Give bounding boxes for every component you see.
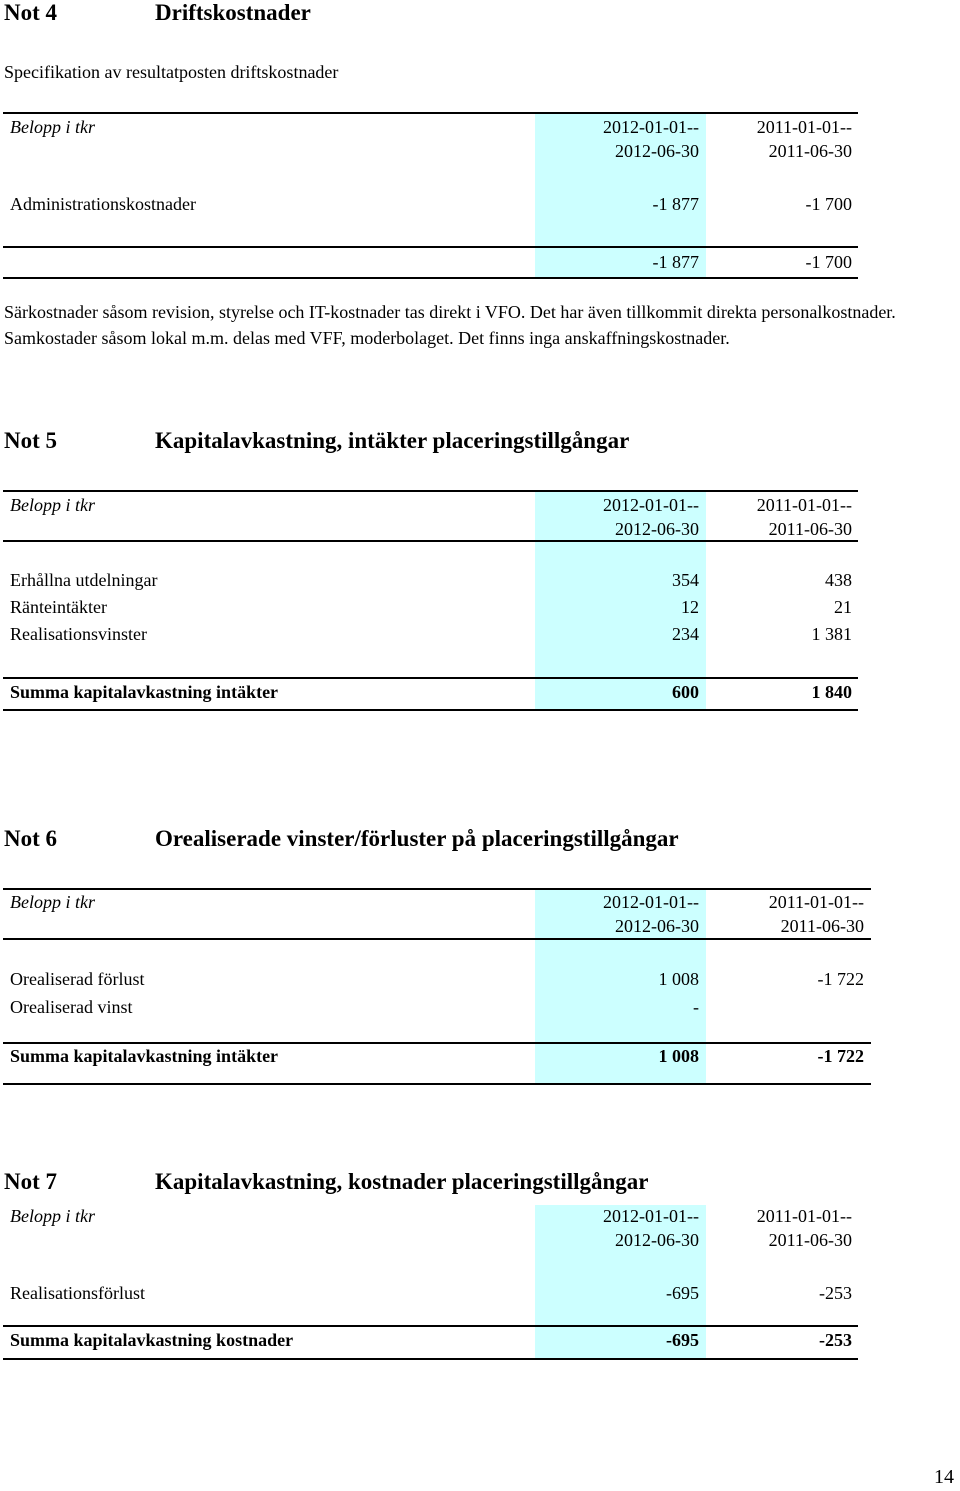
note7-col2-header-line2: 2011-06-30 bbox=[768, 1230, 852, 1250]
note4-col2-header-line2: 2011-06-30 bbox=[768, 141, 852, 161]
row-value-2012: 354 bbox=[672, 570, 699, 590]
note4-paragraph: Särkostnader såsom revision, styrelse och IT-kostnader tas direkt i VFO. Det har även tillkommit direkta personalkostnader. Samkostader såsom lokal m.m. delas med VFF, moderbolaget. Det finns inga anskaffningskostnader. bbox=[4, 302, 896, 348]
note5-total-rule-bottom bbox=[3, 709, 858, 711]
row-value-2012: 12 bbox=[681, 597, 699, 617]
note4-header-rule-top bbox=[3, 112, 858, 114]
note4-total-2011: -1 700 bbox=[805, 252, 852, 272]
note4-header-label: Belopp i tkr bbox=[10, 117, 95, 137]
note6-col2-header-line1: 2011-01-01-- bbox=[768, 892, 864, 912]
note6-col2-header-line2: 2011-06-30 bbox=[780, 916, 864, 936]
note7-total-2012: -695 bbox=[666, 1330, 699, 1350]
note5-total-2011: 1 840 bbox=[811, 682, 852, 702]
note4-subtitle: Specifikation av resultatposten driftskostnader bbox=[4, 62, 339, 82]
note7-col2-header-line1: 2011-01-01-- bbox=[756, 1206, 852, 1226]
page-number: 14 bbox=[934, 1466, 954, 1488]
note7-total-rule-bottom bbox=[3, 1358, 858, 1360]
note6-label: Not 6 bbox=[4, 826, 58, 851]
row-value-2011: -1 722 bbox=[817, 969, 864, 989]
row-label: Realisationsvinster bbox=[10, 624, 147, 644]
note6-col1-header-line2: 2012-06-30 bbox=[615, 916, 699, 936]
note7-col1-header-line2: 2012-06-30 bbox=[615, 1230, 699, 1250]
note7-total-2011: -253 bbox=[819, 1330, 852, 1350]
row-value-2012: 234 bbox=[672, 624, 699, 644]
note7-total-label: Summa kapitalavkastning kostnader bbox=[10, 1330, 294, 1350]
note5-total-2012: 600 bbox=[672, 682, 699, 702]
note6-col1-header-line1: 2012-01-01-- bbox=[603, 892, 699, 912]
note4-col2-header-line1: 2011-01-01-- bbox=[756, 117, 852, 137]
note5-col2-header-line2: 2011-06-30 bbox=[768, 519, 852, 539]
row-value-2012: -695 bbox=[666, 1283, 699, 1303]
row-label: Ränteintäkter bbox=[10, 597, 107, 617]
note6-header-label: Belopp i tkr bbox=[10, 892, 95, 912]
note5-header-rule-top bbox=[3, 490, 858, 492]
row-value-2011: 21 bbox=[834, 597, 852, 617]
note5-label: Not 5 bbox=[4, 428, 58, 453]
note6-total-2012: 1 008 bbox=[658, 1046, 699, 1066]
row-value-2012: 1 008 bbox=[658, 969, 699, 989]
row-label: Realisationsförlust bbox=[10, 1283, 145, 1303]
note6-total-rule-top bbox=[3, 1042, 871, 1044]
row-label: Orealiserad förlust bbox=[10, 969, 145, 989]
row-label: Erhållna utdelningar bbox=[10, 570, 158, 590]
note5-title: Kapitalavkastning, intäkter placeringstillgångar bbox=[155, 428, 630, 453]
note7-header-label: Belopp i tkr bbox=[10, 1206, 95, 1226]
row-value-2011: 438 bbox=[825, 570, 852, 590]
note4-col1-header-line2: 2012-06-30 bbox=[615, 141, 699, 161]
note6-total-rule-bottom bbox=[3, 1083, 871, 1085]
note6-title: Orealiserade vinster/förluster på placeringstillgångar bbox=[155, 826, 679, 851]
row-value-2012: -1 877 bbox=[652, 194, 699, 214]
note5-col1-header-line1: 2012-01-01-- bbox=[603, 495, 699, 515]
row-value-2011: -253 bbox=[819, 1283, 852, 1303]
note6-total-label: Summa kapitalavkastning intäkter bbox=[10, 1046, 279, 1066]
note7-col1-header-line1: 2012-01-01-- bbox=[603, 1206, 699, 1226]
row-label: Administrationskostnader bbox=[10, 194, 196, 214]
note4-title: Driftskostnader bbox=[155, 0, 311, 25]
note4-total-2012: -1 877 bbox=[652, 252, 699, 272]
note6-header-rule-top bbox=[3, 888, 871, 890]
note7-total-rule-top bbox=[3, 1325, 858, 1327]
note6-header-rule-bottom bbox=[3, 938, 871, 940]
note4-total-rule-bottom bbox=[3, 277, 858, 279]
note5-total-rule-top bbox=[3, 677, 858, 679]
note5-header-rule-bottom bbox=[3, 540, 858, 542]
note7-label: Not 7 bbox=[4, 1169, 58, 1194]
note7-title: Kapitalavkastning, kostnader placeringstillgångar bbox=[155, 1169, 649, 1194]
note5-col2-header-line1: 2011-01-01-- bbox=[756, 495, 852, 515]
row-label: Orealiserad vinst bbox=[10, 997, 133, 1017]
note4-label: Not 4 bbox=[4, 0, 58, 25]
row-value-2011: -1 700 bbox=[805, 194, 852, 214]
note4-total-rule-top bbox=[3, 246, 858, 248]
note4-col1-header-line1: 2012-01-01-- bbox=[603, 117, 699, 137]
note6-total-2011: -1 722 bbox=[817, 1046, 864, 1066]
note5-col1-header-line2: 2012-06-30 bbox=[615, 519, 699, 539]
row-value-2012: - bbox=[693, 997, 699, 1017]
row-value-2011: 1 381 bbox=[811, 624, 852, 644]
note5-total-label: Summa kapitalavkastning intäkter bbox=[10, 682, 279, 702]
note5-header-label: Belopp i tkr bbox=[10, 495, 95, 515]
